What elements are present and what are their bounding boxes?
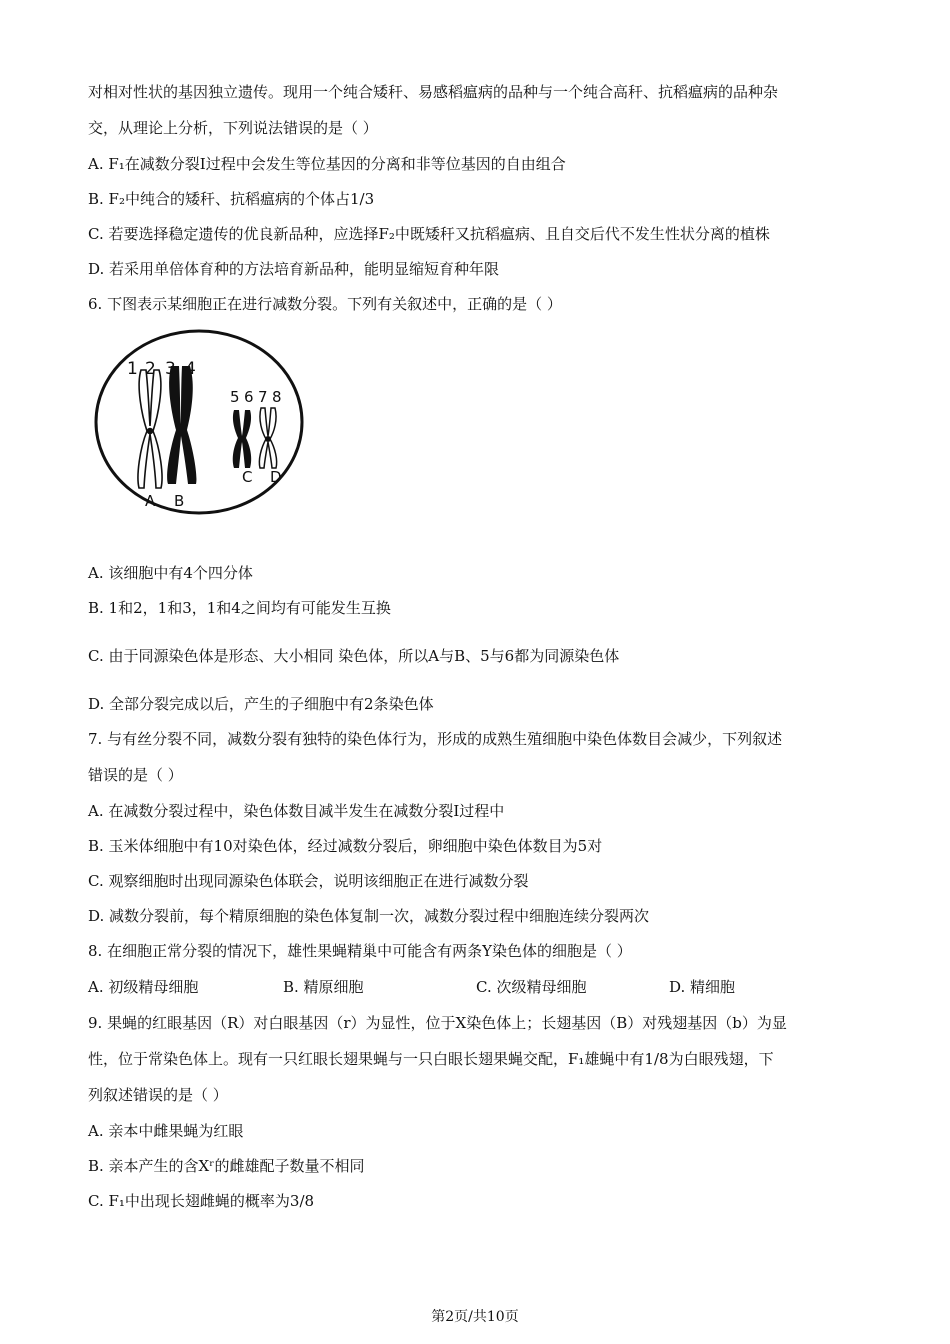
q8-option-b: B. 精原细胞 [283, 978, 364, 996]
meiosis-cell-figure [92, 326, 306, 518]
q5-stem-line-2: 交，从理论上分析，下列说法错误的是（ ） [88, 119, 378, 137]
q8-stem: 8. 在细胞正常分裂的情况下，雄性果蝇精巢中可能含有两条Y染色体的细胞是（ ） [88, 942, 632, 960]
q7-option-c: C. 观察细胞时出现同源染色体联会，说明该细胞正在进行减数分裂 [88, 872, 529, 890]
q6-option-a: A. 该细胞中有4个四分体 [88, 564, 253, 582]
q6-option-b: B. 1和2，1和3，1和4之间均有可能发生互换 [88, 599, 391, 617]
q7-stem-line-2: 错误的是（ ） [88, 766, 183, 784]
chromosome-letter-d: D [270, 468, 282, 486]
chromosome-a [138, 370, 162, 488]
q6-option-d: D. 全部分裂完成以后，产生的子细胞中有2条染色体 [88, 695, 434, 713]
chromosome-label-8: 8 [272, 388, 282, 406]
q9-stem-line-2: 性，位于常染色体上。现有一只红眼长翅果蝇与一只白眼长翅果蝇交配，F₁雄蝇中有1/8为白眼残翅，下 [88, 1050, 774, 1068]
q7-option-b: B. 玉米体细胞中有10对染色体，经过减数分裂后，卵细胞中染色体数目为5对 [88, 837, 603, 855]
chromosome-label-4: 4 [185, 359, 196, 379]
q7-option-d: D. 减数分裂前，每个精原细胞的染色体复制一次，减数分裂过程中细胞连续分裂两次 [88, 907, 650, 925]
q5-option-b: B. F₂中纯合的矮秆、抗稻瘟病的个体占1/3 [88, 190, 375, 208]
q8-option-a: A. 初级精母细胞 [88, 978, 199, 996]
chromosome-label-6: 6 [244, 388, 254, 406]
chromosome-letter-a: A [145, 492, 156, 510]
q9-stem-line-1: 9. 果蝇的红眼基因（R）对白眼基因（r）为显性，位于X染色体上；长翅基因（B）对残翅基因（b）为显 [88, 1014, 787, 1032]
q9-option-c: C. F₁中出现长翅雌蝇的概率为3/8 [88, 1192, 315, 1210]
chromosome-label-2: 2 [145, 359, 156, 379]
q9-option-a: A. 亲本中雌果蝇为红眼 [88, 1122, 244, 1140]
q8-option-d: D. 精细胞 [669, 978, 736, 996]
chromosome-label-7: 7 [258, 388, 268, 406]
chromosome-label-3: 3 [165, 359, 176, 379]
chromosome-letter-c: C [242, 468, 253, 486]
chromosome-label-1: 1 [127, 359, 138, 379]
page-footer: 第2页/共10页 [431, 1309, 519, 1325]
q7-option-a: A. 在减数分裂过程中，染色体数目减半发生在减数分裂Ⅰ过程中 [88, 802, 505, 820]
q9-stem-line-3: 列叙述错误的是（ ） [88, 1086, 228, 1104]
chromosome-letter-b: B [174, 492, 185, 510]
q6-option-c: C. 由于同源染色体是形态、大小相同 染色体，所以A与B、5与6都为同源染色体 [88, 647, 620, 665]
q5-stem-line-1: 对相对性状的基因独立遗传。现用一个纯合矮秆、易感稻瘟病的品种与一个纯合高秆、抗稻瘟病的品种杂 [88, 83, 779, 101]
chromosome-c [233, 410, 251, 468]
q5-option-d: D. 若采用单倍体育种的方法培育新品种，能明显缩短育种年限 [88, 260, 500, 278]
chromosome-b [167, 366, 196, 484]
chromosome-d [259, 408, 276, 468]
chromosome-label-5: 5 [230, 388, 240, 406]
q5-option-c: C. 若要选择稳定遗传的优良新品种，应选择F₂中既矮秆又抗稻瘟病、且自交后代不发生性状分离的植株 [88, 225, 770, 243]
q7-stem-line-1: 7. 与有丝分裂不同，减数分裂有独特的染色体行为，形成的成熟生殖细胞中染色体数目会减少，下列叙述 [88, 730, 783, 748]
q6-stem: 6. 下图表示某细胞正在进行减数分裂。下列有关叙述中，正确的是（ ） [88, 295, 562, 313]
q9-option-b: B. 亲本产生的含Xʳ的雌雄配子数量不相同 [88, 1157, 365, 1175]
q5-option-a: A. F₁在减数分裂Ⅰ过程中会发生等位基因的分离和非等位基因的自由组合 [88, 155, 566, 173]
q8-option-c: C. 次级精母细胞 [476, 978, 587, 996]
